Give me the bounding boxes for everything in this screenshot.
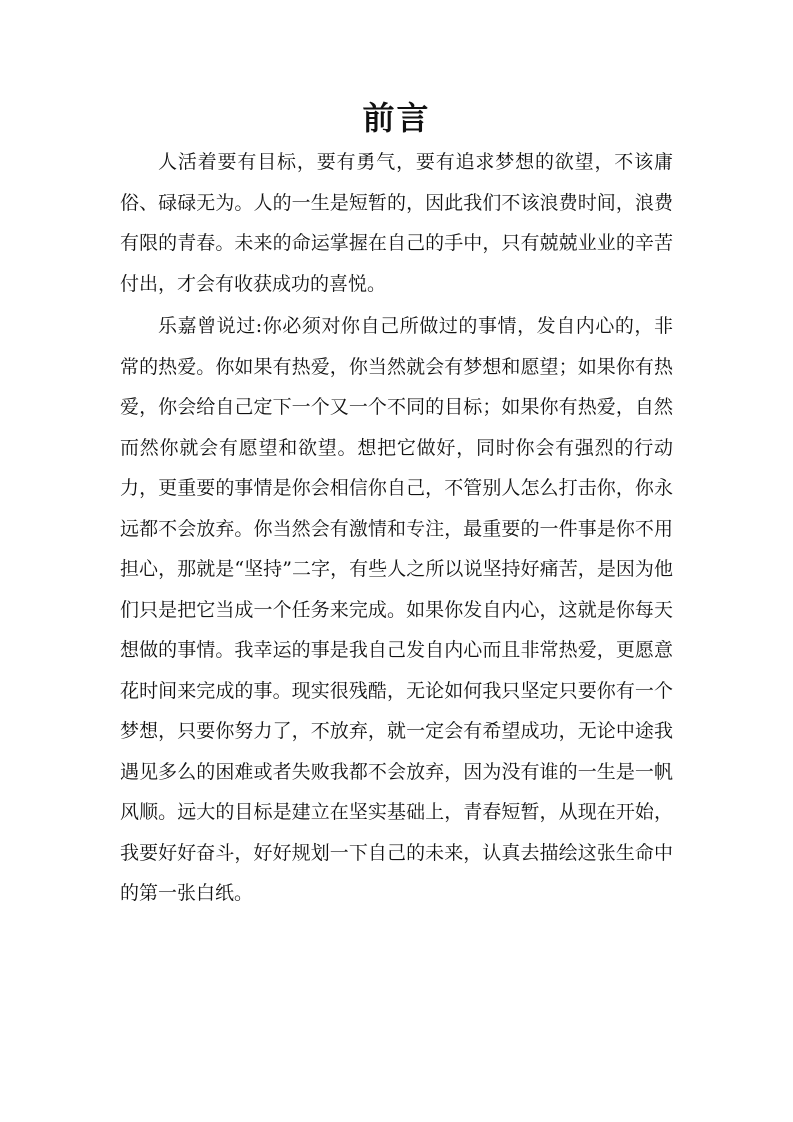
paragraph-intro: 人活着要有目标，要有勇气，要有追求梦想的欲望，不该庸俗、碌碌无为。人的一生是短暂的，因此我们不该浪费时间，浪费有限的青春。未来的命运掌握在自己的手中，只有兢兢业业的辛苦付出，才会有收获成功的喜悦。 xyxy=(120,151,673,295)
page-title: 前言 xyxy=(362,99,431,137)
paragraph-quote: 乐嘉曾说过:你必须对你自己所做过的事情，发自内心的，非常的热爱。你如果有热爱，你当然就会有梦想和愿望；如果你有热爱，你会给自己定下一个又一个不同的目标；如果你有热爱，自然而然你就会有愿望和欲望。想把它做好，同时你会有强烈的行动力，更重要的事情是你会相信你自己，不管别人怎么打击你，你永远都不会放弃。你当然会有激情和专注，最重要的一件事是你不用担心，那就是“坚持”二字，有些人之所以说坚持好痛苦，是因为他们只是把它当成一个任务来完成。如果你发自内心，这就是你每天想做的事情。我幸运的事是我自己发自内心而且非常热爱，更愿意花时间来完成的事。现实很残酷，无论如何我只坚定只要你有一个梦想，只要你努力了，不放弃，就一定会有希望成功，无论中途我遇见多么的困难或者失败我都不会放弃，因为没有谁的一生是一帆风顺。远大的目标是建立在坚实基础上，青春短暂，从现在开始，我要好好奋斗，好好规划一下自己的未来，认真去描绘这张生命中的第一张白纸。 xyxy=(120,315,673,904)
body-text xyxy=(120,142,673,914)
